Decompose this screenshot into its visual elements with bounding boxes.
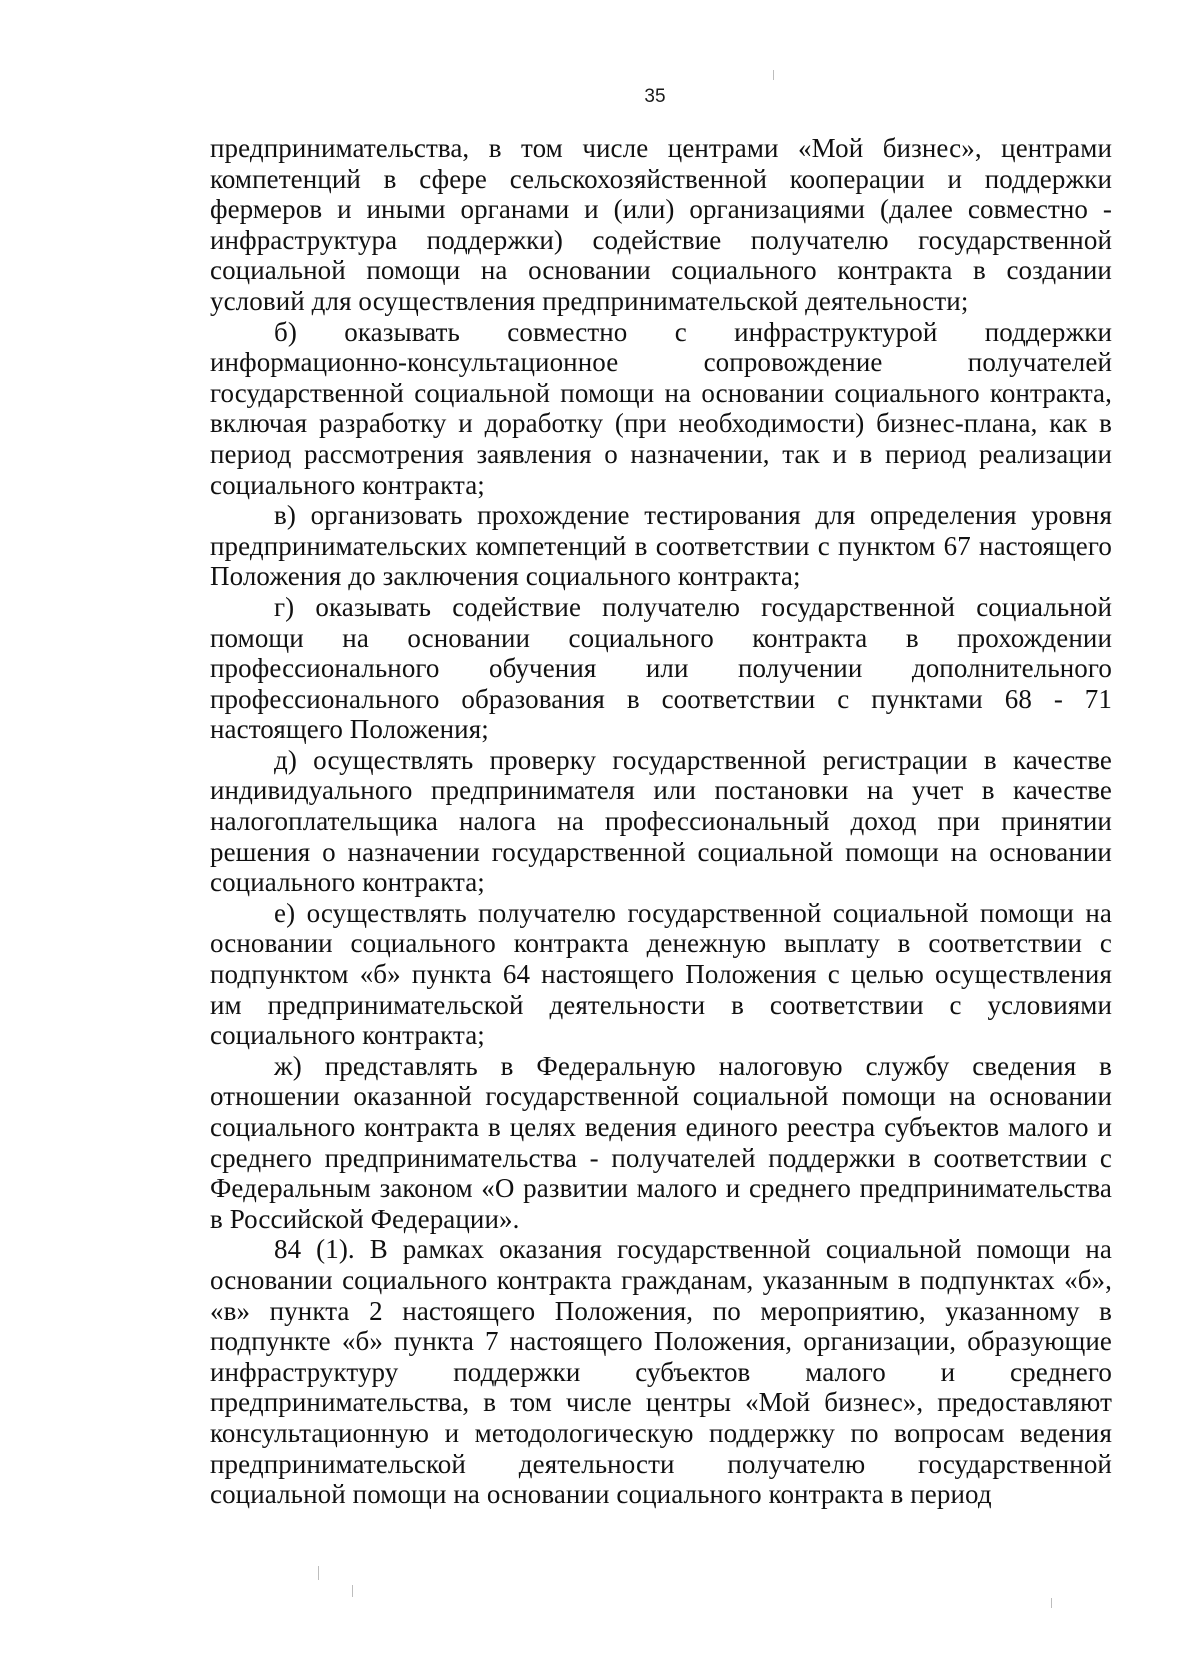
paragraph-continuation: предпринимательства, в том числе центрами «Мой бизнес», центрами компетенций в сфере сельскохозяйственной кооперации и поддержки фермеров и иными органами и (или) организациями (далее совместно - инфраструктура поддержки) содействие получателю государственной социальной помощи на основании социального контракта в создании условий для осуществления предпринимательской деятельности; bbox=[210, 133, 1112, 316]
page-number: 35 bbox=[644, 86, 666, 107]
paragraph-item-b: б) оказывать совместно с инфраструктурой поддержки информационно-консультационное сопровождение получателей государственной социальной помощи на основании социального контракта, включая разработку и доработку (при необходимости) бизнес-плана, как в период рассмотрения заявления о назначении, так и в период реализации социального контракта; bbox=[210, 316, 1112, 500]
paragraph-item-g: г) оказывать содействие получателю государственной социальной помощи на основании социального контракта в прохождении профессионального обучения или получении дополнительного профессионального образования в соответствии с пунктами 68 - 71 настоящего Положения; bbox=[210, 591, 1112, 745]
document-body bbox=[210, 133, 1112, 1510]
paragraph-item-zh: ж) представлять в Федеральную налоговую службу сведения в отношении оказанной государственной социальной помощи на основании социального контракта в целях ведения единого реестра субъектов малого и среднего предпринимательства - получателей поддержки в соответствии с Федеральным законом «О развитии малого и среднего предпринимательства в Российской Федерации». bbox=[210, 1050, 1112, 1234]
scan-speck bbox=[318, 1566, 319, 1580]
scan-speck bbox=[352, 1585, 353, 1597]
scan-speck bbox=[1051, 1598, 1052, 1608]
paragraph-item-v: в) организовать прохождение тестирования для определения уровня предпринимательских компетенций в соответствии с пунктом 67 настоящего Положения до заключения социального контракта; bbox=[210, 500, 1112, 592]
scan-speck bbox=[773, 70, 774, 80]
paragraph-clause-84-1: 84 (1). В рамках оказания государственной социальной помощи на основании социального контракта гражданам, указанным в подпунктах «б», «в» пункта 2 настоящего Положения, по мероприятию, указанному в подпункте «б» пункта 7 настоящего Положения, организации, образующие инфраструктуру поддержки субъектов малого и среднего предпринимательства, в том числе центры «Мой бизнес», предоставляют консультационную и методологическую поддержку по вопросам ведения предпринимательской деятельности получателю государственной социальной помощи на основании социального контракта в период bbox=[210, 1234, 1112, 1510]
paragraph-item-d: д) осуществлять проверку государственной регистрации в качестве индивидуального предпринимателя или постановки на учет в качестве налогоплательщика налога на профессиональный доход при принятии решения о назначении государственной социальной помощи на основании социального контракта; bbox=[210, 744, 1112, 898]
paragraph-item-e: е) осуществлять получателю государственной социальной помощи на основании социального контракта денежную выплату в соответствии с подпунктом «б» пункта 64 настоящего Положения с целью осуществления им предпринимательской деятельности в соответствии с условиями социального контракта; bbox=[210, 897, 1112, 1051]
